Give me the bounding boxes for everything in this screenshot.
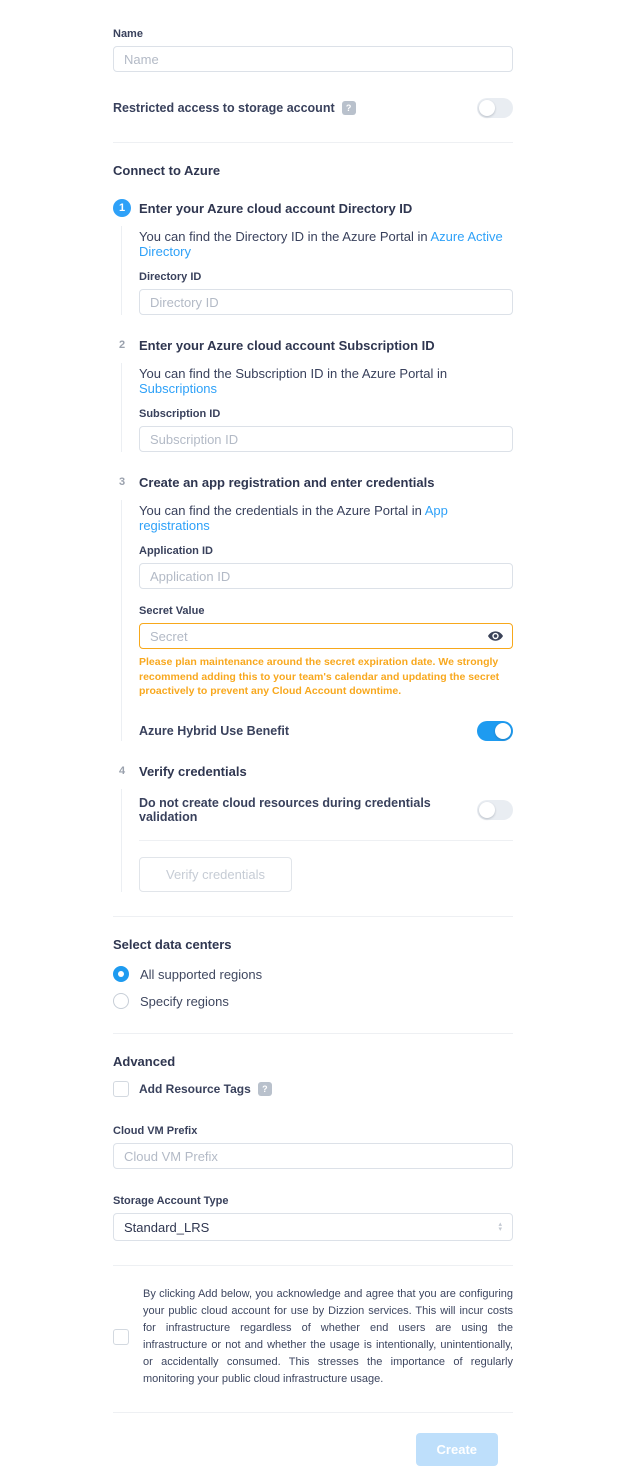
select-data-centers-title: Select data centers bbox=[113, 937, 232, 953]
azure-active-directory-link[interactable]: Azure Active Directory bbox=[139, 229, 503, 259]
add-resource-tags-label: Add Resource Tags bbox=[139, 1082, 251, 1097]
cloud-vm-prefix-input[interactable] bbox=[113, 1143, 513, 1169]
no-cloud-resources-toggle[interactable] bbox=[477, 800, 513, 820]
add-resource-tags-checkbox[interactable] bbox=[113, 1081, 129, 1097]
help-icon[interactable]: ? bbox=[258, 1082, 272, 1096]
create-button[interactable]: Create bbox=[416, 1433, 498, 1466]
step-3-app-registration bbox=[113, 474, 513, 741]
disclaimer-text: By clicking Add below, you acknowledge and agree that you are configuring your public cloud account for use by Dizzion services. This will incur costs for infrastructure regardless of whether end users are using the infrastructure or not and whether the usage is intentionally, unintentionally, or accidentally consumed. This stresses the importance of regularly monitoring your public cloud infrastructure usage. bbox=[143, 1288, 513, 1386]
radio-label: All supported regions bbox=[140, 966, 263, 982]
subscription-id-label: Subscription ID bbox=[139, 408, 221, 420]
step-1-directory-id bbox=[113, 200, 513, 315]
name-label: Name bbox=[113, 28, 143, 40]
divider bbox=[113, 1033, 513, 1034]
step-2-hint bbox=[139, 366, 513, 396]
cloud-vm-prefix-label: Cloud VM Prefix bbox=[113, 1125, 198, 1138]
name-field-group bbox=[113, 28, 513, 72]
caret-up-icon: ▴ bbox=[498, 1221, 502, 1229]
azure-cloud-account-form bbox=[113, 0, 513, 1466]
subscription-id-field-group bbox=[139, 408, 513, 452]
app-registrations-link[interactable]: App registrations bbox=[139, 503, 448, 533]
subscriptions-link[interactable]: Subscriptions bbox=[139, 381, 218, 396]
secret-expiration-warning: Please plan maintenance around the secret expiration date. We strongly recommend adding this to your team's calendar and updating the secret proactively to prevent any Cloud Account downtime. bbox=[139, 656, 500, 698]
hybrid-benefit-row bbox=[139, 721, 513, 741]
step-1-hint-text: You can find the Directory ID in the Azure Portal in bbox=[139, 229, 431, 244]
step-1-title: Enter your Azure cloud account Directory ID bbox=[139, 201, 413, 216]
secret-input-wrap bbox=[139, 623, 513, 649]
storage-account-type-label: Storage Account Type bbox=[113, 1195, 229, 1208]
step-1-hint bbox=[139, 229, 513, 259]
step-2-title: Enter your Azure cloud account Subscription ID bbox=[139, 338, 435, 353]
verify-credentials-button[interactable]: Verify credentials bbox=[139, 857, 292, 892]
hybrid-benefit-toggle[interactable] bbox=[477, 721, 513, 741]
step-4-badge: 4 bbox=[118, 765, 126, 778]
application-id-label: Application ID bbox=[139, 545, 213, 557]
radio-selected-icon bbox=[113, 966, 129, 982]
toggle-knob bbox=[479, 100, 495, 116]
divider bbox=[113, 1412, 513, 1413]
step-3-badge: 3 bbox=[118, 476, 126, 488]
step-4-title: Verify credentials bbox=[139, 764, 247, 780]
name-input[interactable] bbox=[113, 46, 513, 72]
directory-id-field-group bbox=[139, 271, 513, 315]
toggle-knob bbox=[479, 802, 495, 818]
application-id-input[interactable] bbox=[139, 563, 513, 589]
step-2-hint-text: You can find the Subscription ID in the Azure Portal in bbox=[139, 366, 448, 381]
secret-input[interactable] bbox=[139, 623, 513, 649]
add-resource-tags-row bbox=[113, 1081, 513, 1097]
storage-account-type-select[interactable] bbox=[113, 1213, 513, 1241]
restricted-access-row bbox=[113, 98, 513, 118]
toggle-knob bbox=[495, 723, 511, 739]
add-resource-tags-label-group bbox=[139, 1082, 272, 1096]
radio-label: Specify regions bbox=[140, 993, 229, 1009]
step-2-badge: 2 bbox=[118, 339, 126, 351]
secret-field-group bbox=[139, 605, 513, 699]
restricted-access-label-group bbox=[113, 101, 356, 115]
selected-option: Standard_LRS bbox=[124, 1219, 210, 1235]
cloud-vm-prefix-group bbox=[113, 1125, 513, 1169]
advanced-title: Advanced bbox=[113, 1054, 176, 1070]
hybrid-benefit-label: Azure Hybrid Use Benefit bbox=[139, 724, 290, 739]
step-2-subscription-id bbox=[113, 337, 513, 452]
disclaimer-checkbox[interactable] bbox=[113, 1329, 129, 1345]
help-icon[interactable]: ? bbox=[342, 101, 356, 115]
radio-specify-regions[interactable] bbox=[113, 993, 513, 1009]
directory-id-label: Directory ID bbox=[139, 271, 202, 283]
step-3-title: Create an app registration and enter credentials bbox=[139, 475, 435, 490]
radio-all-supported-regions[interactable] bbox=[113, 966, 513, 982]
form-footer bbox=[113, 1433, 513, 1466]
disclaimer-row bbox=[113, 1286, 513, 1388]
divider bbox=[113, 916, 513, 917]
directory-id-input[interactable] bbox=[139, 289, 513, 315]
subscription-id-input[interactable] bbox=[139, 426, 513, 452]
no-cloud-resources-row bbox=[139, 796, 513, 824]
divider bbox=[139, 840, 513, 841]
no-cloud-resources-label: Do not create cloud resources during credentials validation bbox=[139, 796, 431, 825]
storage-account-type-group bbox=[113, 1195, 513, 1241]
step-3-hint bbox=[139, 503, 513, 533]
caret-down-icon: ▾ bbox=[498, 1226, 502, 1234]
application-id-field-group bbox=[139, 545, 513, 589]
radio-unselected-icon bbox=[113, 993, 129, 1009]
divider bbox=[113, 142, 513, 143]
step-4-verify-credentials bbox=[113, 763, 513, 892]
step-3-hint-text: You can find the credentials in the Azure Portal in bbox=[139, 503, 425, 518]
step-1-badge: 1 bbox=[113, 199, 131, 217]
restricted-access-label: Restricted access to storage account bbox=[113, 101, 335, 115]
divider bbox=[113, 1265, 513, 1266]
secret-value-label: Secret Value bbox=[139, 605, 205, 617]
select-stepper-icon bbox=[498, 1222, 502, 1232]
restricted-access-toggle[interactable] bbox=[477, 98, 513, 118]
show-secret-eye-icon[interactable] bbox=[488, 631, 503, 641]
connect-to-azure-title: Connect to Azure bbox=[113, 163, 221, 178]
